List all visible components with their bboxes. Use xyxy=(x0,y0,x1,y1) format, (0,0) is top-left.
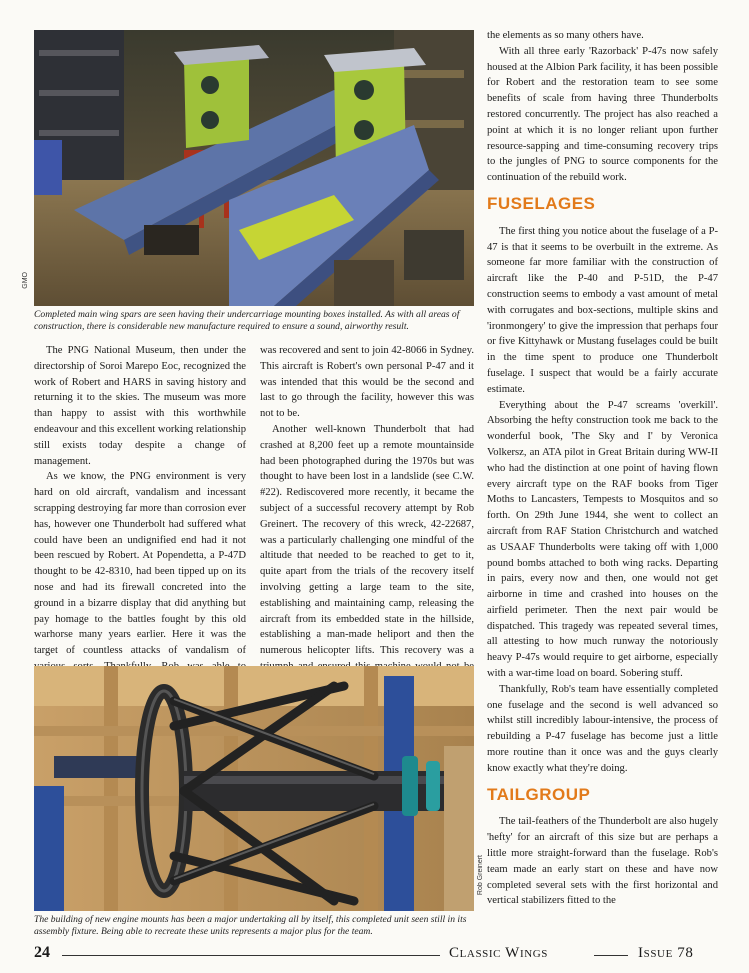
top-photo xyxy=(34,30,474,306)
bottom-photo xyxy=(34,666,474,911)
col2-paragraph: Another well-known Thunderbolt that had crashed at 8,200 feet up a remote mountainside had been photographed during the 1970s but was thought to have been lost in a landslide (see C.W. #22). Rediscovered more recently, it became the subject of a successful recovery attempt by Rob Greinert. The recovery of this wreck, 42-22687, was a particularly challenging one mindful of the altitude that needed to be reached to get to it, quite apart from the trials of the recovery itself involving getting a large team to the site, establishing and maintaining camp, releasing the aircraft from its embedded state in the hillside, establishing a man-made heliport and then the numerous helicopter lifts. This recovery was a xyxy=(260,423,474,657)
wing-spar-photo xyxy=(34,30,474,306)
photo-caption-bottom: The building of new engine mounts has been a major undertaking all by itself, this completed unit seen still in its assembly fixture. Being able to recreate these units represents a major plus for the team. xyxy=(34,914,467,938)
col3-paragraph: The first thing you notice about the fuselage of a P-47 is that it seems to be overbuilt in the extreme. As someone far more familiar with the construction of aircraft like the P-40 and P-51D, the P-47 construction seems to embody a vast amount of metal with corrugates and box-sections, multiple skins and 'ironmongery' to give the impression that perhaps four or five Kittyhawk or Mustang fuselages could be built in the time spent to produce one Thunderbolt fuselage. I suspect that would be a fairly accurate estimate. xyxy=(487,225,718,395)
col3-paragraph: Everything about the P-47 screams 'overkill'. Absorbing the hefty construction took me back to the wonderful book, 'The Sky and I' by Veronica Volkersz, an ATA pilot in Great Britain during WW-II who had the distinction at one point of having flown every aircraft type on the RAF books from Tiger Moths to Lancasters, Tempests to Mosquitos and so forth. On 29th June 1944, she went to collect an aircraft from RAF Station Christchurch and watched as USAAF Thunderbolts were taking off with 1,000 pound bombs attached to both wing racks. Departing in pairs, every now and then, one would not get airborne in time and crashed into houses on the airfield perimeter. Then the next pair would be dispatched. This tragedy was repeated several times, all attesting to how much runway the notoriously heavy P-47s would require to get airborne, especially with a war-time load on board. Sobering stuff. xyxy=(487,399,718,680)
photo-credit-bottom: Rob Greinert xyxy=(477,855,484,896)
footer-rule-left xyxy=(62,955,440,956)
issue-number: Issue 78 xyxy=(638,945,694,961)
col1-paragraph: As we know, the PNG environment is very hard on old aircraft, vandalism and incessant scrapping destroying far more than corrosion ever has, however one Thunderbolt had suffered what could have been an undignified end had it not been rescued by Robert. At Popendetta, a P-47D thought to be 42-8310, had been tipped up on its nose and had its firewall concreted into the ground in a bizarre display that did anything but pay homage to the battles fought by this old warhorse many years earlier. Here it was the target of countless attacks of vandalism of xyxy=(34,471,246,657)
engine-mount-photo xyxy=(34,666,474,911)
col2-paragraph: was recovered and sent to join 42-8066 in Sydney. This aircraft is Robert's own personal P-47 and it was intended that this would be the second and last to go through the facility, however this was not to be. xyxy=(260,345,474,420)
column-1 xyxy=(34,343,246,706)
col3-paragraph: Thankfully, Rob's team have essentially completed one fuselage and the second is well advanced so whilst still incredibly labour-intensive, the process of rebuilding a P-47 fuselage has become just a little more routine than it once was and the guys clearly know exactly what they're doing. xyxy=(487,683,718,774)
column-3 xyxy=(487,28,718,909)
col1-paragraph: The PNG National Museum, then under the directorship of Soroi Marepo Eoc, recognized the work of Robert and HARS in saving history and returning it to the skies. The museum was more than happy to assist with this worthwhile endeavour and this excellent working relationship still exists today despite a change of management. xyxy=(34,345,246,467)
section-heading-fuselages: FUSELAGES xyxy=(487,193,596,213)
footer-rule-right xyxy=(594,955,628,956)
col3-paragraph: The tail-feathers of the Thunderbolt are also hugely 'hefty' for an aircraft of this size but are perhaps a little more straight-forward than the fuselage. Rob's team made an early start on these and have now completed several sets with the first horizontal and vertical stabilizers fitted to the xyxy=(487,816,718,907)
col3-paragraph: With all three early 'Razorback' P-47s now safely housed at the Albion Park facility, it has been possible for Robert and the restoration team to see some benefits of scale from having three Thunderbolts restored concurrently. The project has also reached a point at which it is no longer reliant upon further resource-sapping and time-consuming recovery trips to the jungles of PNG to source components for the continuation of the rebuild work. xyxy=(487,45,718,184)
col3-paragraph: the elements as so many others have. xyxy=(487,30,644,41)
magazine-title: Classic Wings xyxy=(449,945,549,961)
section-heading-tailgroup: TAILGROUP xyxy=(487,784,591,804)
photo-caption-top: Completed main wing spars are seen having their undercarriage mounting boxes installed. As with all areas of construction, there is considerable new manufacture required to ensure a sound, airworthy result. xyxy=(34,309,460,333)
page-number: 24 xyxy=(34,944,50,961)
column-2 xyxy=(260,343,474,691)
photo-credit-top: GMO xyxy=(22,272,29,289)
